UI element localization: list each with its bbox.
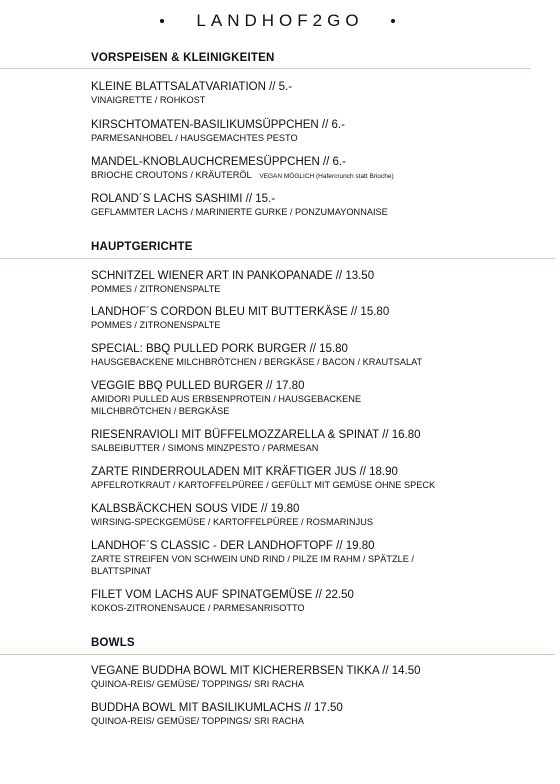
section-title-bowls: BOWLS xyxy=(91,637,135,649)
menu-item xyxy=(91,155,520,183)
item-name: KLEINE BLATTSALATVARIATION // 5.- xyxy=(91,81,293,93)
item-description: POMMES / ZITRONENSPALTE xyxy=(91,320,221,330)
restaurant-title: LANDHOF2GO xyxy=(196,11,364,30)
item-name: MANDEL-KNOBLAUCHCREMESÜPPCHEN // 6.- xyxy=(91,156,346,168)
item-description: HAUSGEBACKENE MILCHBRÖTCHEN / BERGKÄSE / BACON / KRAUTSALAT xyxy=(91,357,423,367)
section-divider xyxy=(0,258,555,259)
section-divider xyxy=(0,654,555,655)
item-description xyxy=(91,169,520,183)
item-description: QUINOA-REIS/ GEMÜSE/ TOPPINGS/ SRI RACHA xyxy=(91,679,305,689)
item-description: VINAIGRETTE / ROHKOST xyxy=(91,95,206,105)
item-name: KALBSBÄCKCHEN SOUS VIDE // 19.80 xyxy=(91,503,300,515)
item-name: RIESENRAVIOLI MIT BÜFFELMOZZARELLA & SPINAT // 16.80 xyxy=(91,429,421,441)
item-description: QUINOA-REIS/ GEMÜSE/ TOPPINGS/ SRI RACHA xyxy=(91,716,305,726)
menu-item xyxy=(91,588,520,614)
item-description: ZARTE STREIFEN VON SCHWEIN UND RIND / PILZE IM RAHM / SPÄTZLE / xyxy=(91,554,414,564)
header-dot-right xyxy=(391,19,395,23)
menu-item xyxy=(91,118,520,144)
item-description: BLATTSPINAT xyxy=(91,566,152,576)
item-note: VEGAN MÖGLICH (Hafercrunch statt Brioche) xyxy=(259,173,394,180)
menu-item xyxy=(91,192,520,218)
menu-item xyxy=(91,701,520,727)
item-description: PARMESANHOBEL / HAUSGEMACHTES PESTO xyxy=(91,133,298,143)
item-name: ZARTE RINDERROULADEN MIT KRÄFTIGER JUS // 18.90 xyxy=(91,466,398,478)
menu-item xyxy=(91,80,520,106)
section-title-hauptgerichte: HAUPTGERICHTE xyxy=(91,241,193,253)
menu-item xyxy=(91,428,520,454)
menu-item xyxy=(91,465,520,491)
item-name: FILET VOM LACHS AUF SPINATGEMÜSE // 22.50 xyxy=(91,589,354,601)
item-name: KIRSCHTOMATEN-BASILIKUMSÜPPCHEN // 6.- xyxy=(91,119,345,131)
menu-item xyxy=(91,502,520,528)
item-name: SCHNITZEL WIENER ART IN PANKOPANADE // 13.50 xyxy=(91,270,375,282)
section-title-vorspeisen: VORSPEISEN & KLEINIGKEITEN xyxy=(91,52,275,64)
menu-item xyxy=(91,269,520,295)
item-name: LANDHOF´S CORDON BLEU MIT BUTTERKÄSE // 15.80 xyxy=(91,306,390,318)
item-description: GEFLAMMTER LACHS / MARINIERTE GURKE / PONZUMAYONNAISE xyxy=(91,207,388,217)
item-description-text: BRIOCHE CROUTONS / KRÄUTERÖL xyxy=(91,170,252,180)
section-divider xyxy=(0,68,530,69)
item-name: VEGGIE BBQ PULLED BURGER // 17.80 xyxy=(91,380,305,392)
item-name: ROLAND´S LACHS SASHIMI // 15.- xyxy=(91,193,276,205)
item-name: BUDDHA BOWL MIT BASILIKUMLACHS // 17.50 xyxy=(91,702,343,714)
item-description: AMIDORI PULLED AUS ERBSENPROTEIN / HAUSGEBACKENE xyxy=(91,394,362,404)
page-header xyxy=(0,8,560,34)
item-description: APFELROTKRAUT / KARTOFFELPÜREE / GEFÜLLT MIT GEMÜSE OHNE SPECK xyxy=(91,480,436,490)
item-name: VEGANE BUDDHA BOWL MIT KICHERERBSEN TIKKA // 14.50 xyxy=(91,665,421,677)
item-description: POMMES / ZITRONENSPALTE xyxy=(91,284,221,294)
menu-item xyxy=(91,305,520,331)
item-description: KOKOS-ZITRONENSAUCE / PARMESANRISOTTO xyxy=(91,603,305,613)
item-name: LANDHOF´S CLASSIC - DER LANDHOFTOPF // 19.80 xyxy=(91,540,375,552)
item-description: MILCHBRÖTCHEN / BERGKÄSE xyxy=(91,406,230,416)
menu-item xyxy=(91,379,520,417)
header-dot-left xyxy=(160,19,164,23)
item-description: WIRSING-SPECKGEMÜSE / KARTOFFELPÜREE / ROSMARINJUS xyxy=(91,517,373,527)
menu-item xyxy=(91,342,520,368)
menu-item xyxy=(91,539,520,577)
item-description: SALBEIBUTTER / SIMONS MINZPESTO / PARMESAN xyxy=(91,443,319,453)
menu-item xyxy=(91,664,520,690)
item-name: SPECIAL: BBQ PULLED PORK BURGER // 15.80 xyxy=(91,343,348,355)
